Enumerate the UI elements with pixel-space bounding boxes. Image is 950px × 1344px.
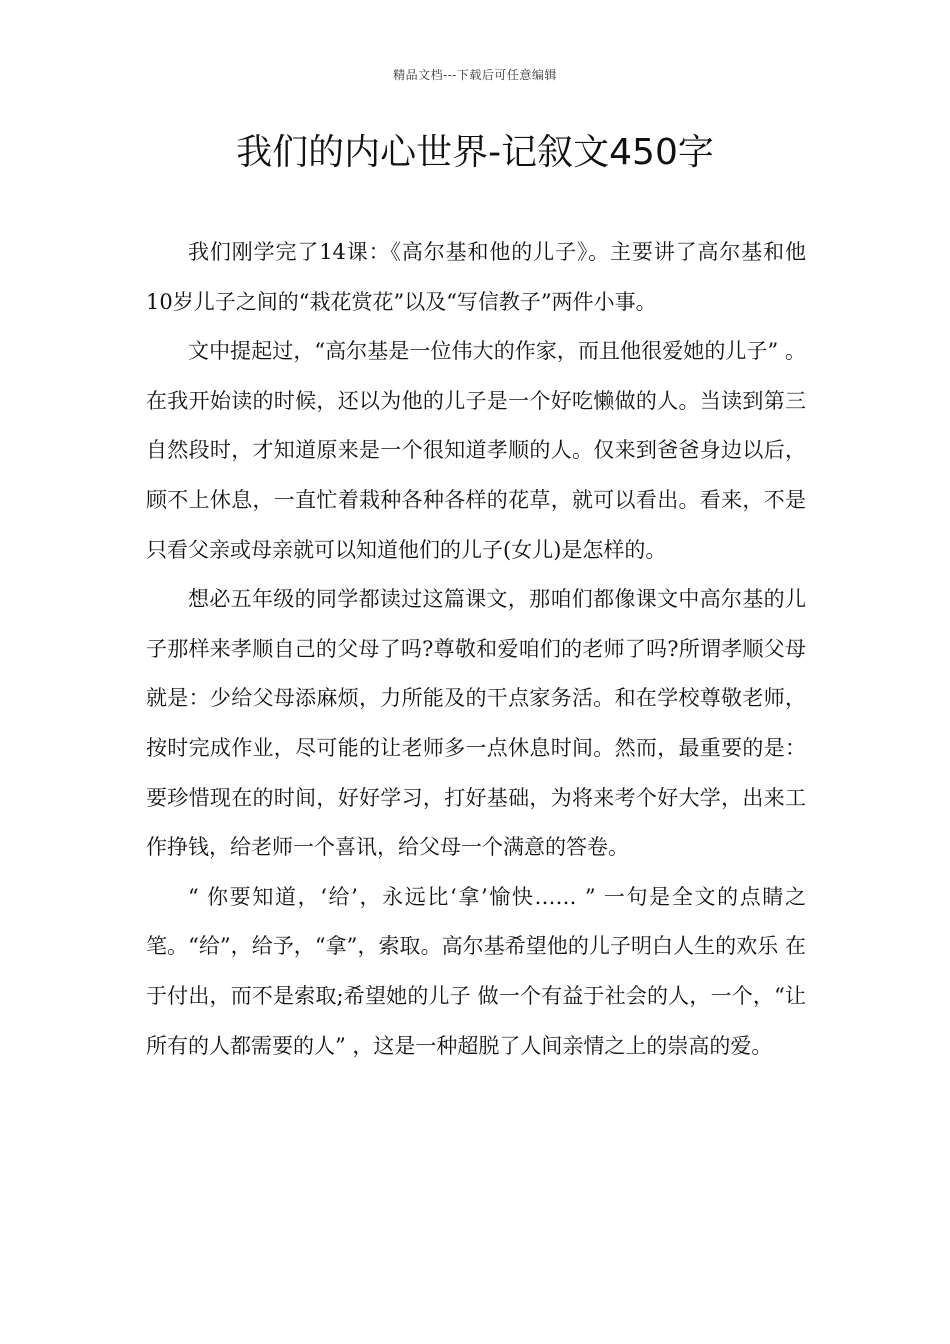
paragraph: 文中提起过，“高尔基是一位伟大的作家，而且他很爱她的儿子” 。在我开始读的时候，还以为他的儿子是一个好吃懒做的人。当读到第三自然段时，才知道原来是一个很知道孝顺的人。仅来到爸爸身边以后，顾不上休息，一直忙着栽种各种各样的花草，就可以看出。看来，不是只看父亲或母亲就可以知道他们的儿子(女儿)是怎样的。 — [146, 339, 806, 562]
header-note: 精品文档---下载后可任意编辑 — [393, 68, 557, 82]
document-title: 我们的内心世界-记叙文450字 — [236, 132, 714, 173]
paragraph: “ 你要知道，‘给’，永远比‘拿’愉快…… ” 一句是全文的点睛之笔。“给”，给予，“拿”，索取。高尔基希望他的儿子明白人生的欢乐 在于付出，而不是索取;希望她的儿子 做一个有益于社会的人，一个，“让所有的人都需要的人” ，这是一种超脱了人间亲情之上的崇高的爱。 — [146, 884, 806, 1058]
paragraph: 我们刚学完了14课：《高尔基和他的儿子》。主要讲了高尔基和他10岁儿子之间的“栽花赏花”以及“写信教子”两件小事。 — [146, 240, 806, 314]
document-body — [146, 228, 806, 1071]
paragraph: 想必五年级的同学都读过这篇课文，那咱们都像课文中高尔基的儿子那样来孝顺自己的父母了吗?尊敬和爱咱们的老师了吗?所谓孝顺父母就是：少给父母添麻烦，力所能及的干点家务活。和在学校尊敬老师，按时完成作业，尽可能的让老师多一点休息时间。然而，最重要的是：要珍惜现在的时间，好好学习，打好基础，为将来考个好大学，出来工作挣钱，给老师一个喜讯，给父母一个满意的答卷。 — [146, 587, 806, 860]
